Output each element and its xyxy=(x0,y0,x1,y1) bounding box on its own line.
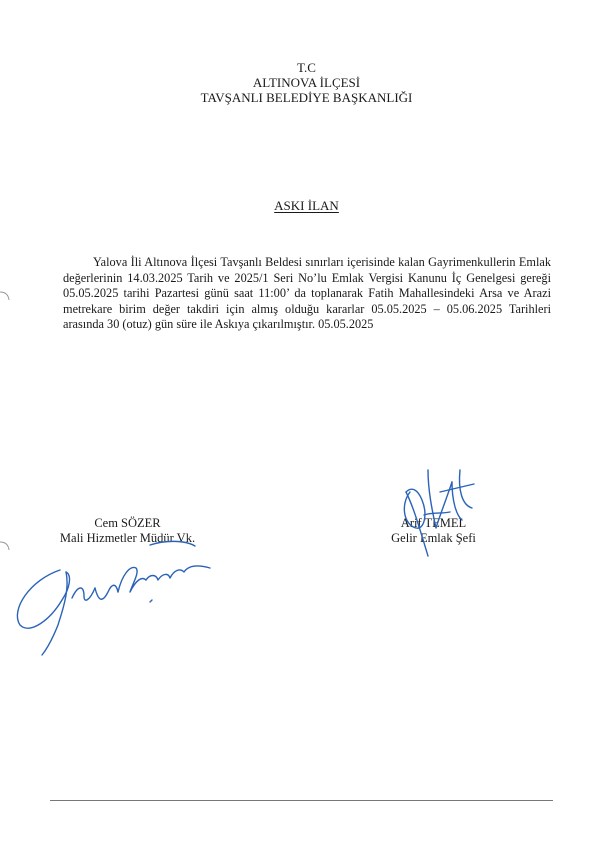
header-line-district: ALTINOVA İLÇESİ xyxy=(252,75,361,90)
margin-mark-top xyxy=(0,290,12,302)
footer-rule xyxy=(50,800,553,801)
signature-left xyxy=(17,541,210,655)
document-title: ASKI İLAN xyxy=(274,198,339,213)
signatory-right-role: Gelir Emlak Şefi xyxy=(391,531,476,545)
signatory-right-name: Arif TEMEL xyxy=(400,516,467,530)
signatory-left xyxy=(40,516,215,546)
document-header xyxy=(0,60,613,105)
signatory-left-role: Mali Hizmetler Müdür Vk. xyxy=(59,531,196,545)
signatory-left-name: Cem SÖZER xyxy=(94,516,161,530)
announcement-paragraph: Yalova İli Altınova İlçesi Tavşanlı Beldesi sınırları içerisinde kalan Gayrimenkullerin Emlak değerlerinin 14.03.2025 Tarih ve 2025/1 Seri No’lu Emlak Vergisi Kanunu İç Genelgesi gereği 05.05.2025 tarihi Pazartesi günü saat 11:00’ da toplanarak Fatih Mahallesindeki Arsa ve Arazi metrekare birim değer takdiri için almış olduğu kararlar 05.05.2025 – 05.06.2025 Tarihleri arasında 30 (otuz) gün süre ile Askıya çıkarılmıştır. 05.05.2025 xyxy=(63,255,551,331)
header-line-tc: T.C xyxy=(297,60,316,75)
header-line-municipality: TAVŞANLI BELEDİYE BAŞKANLIĞI xyxy=(200,90,413,105)
signatory-right xyxy=(376,516,491,546)
margin-mark-bottom xyxy=(0,540,12,552)
announcement-body xyxy=(63,255,551,333)
